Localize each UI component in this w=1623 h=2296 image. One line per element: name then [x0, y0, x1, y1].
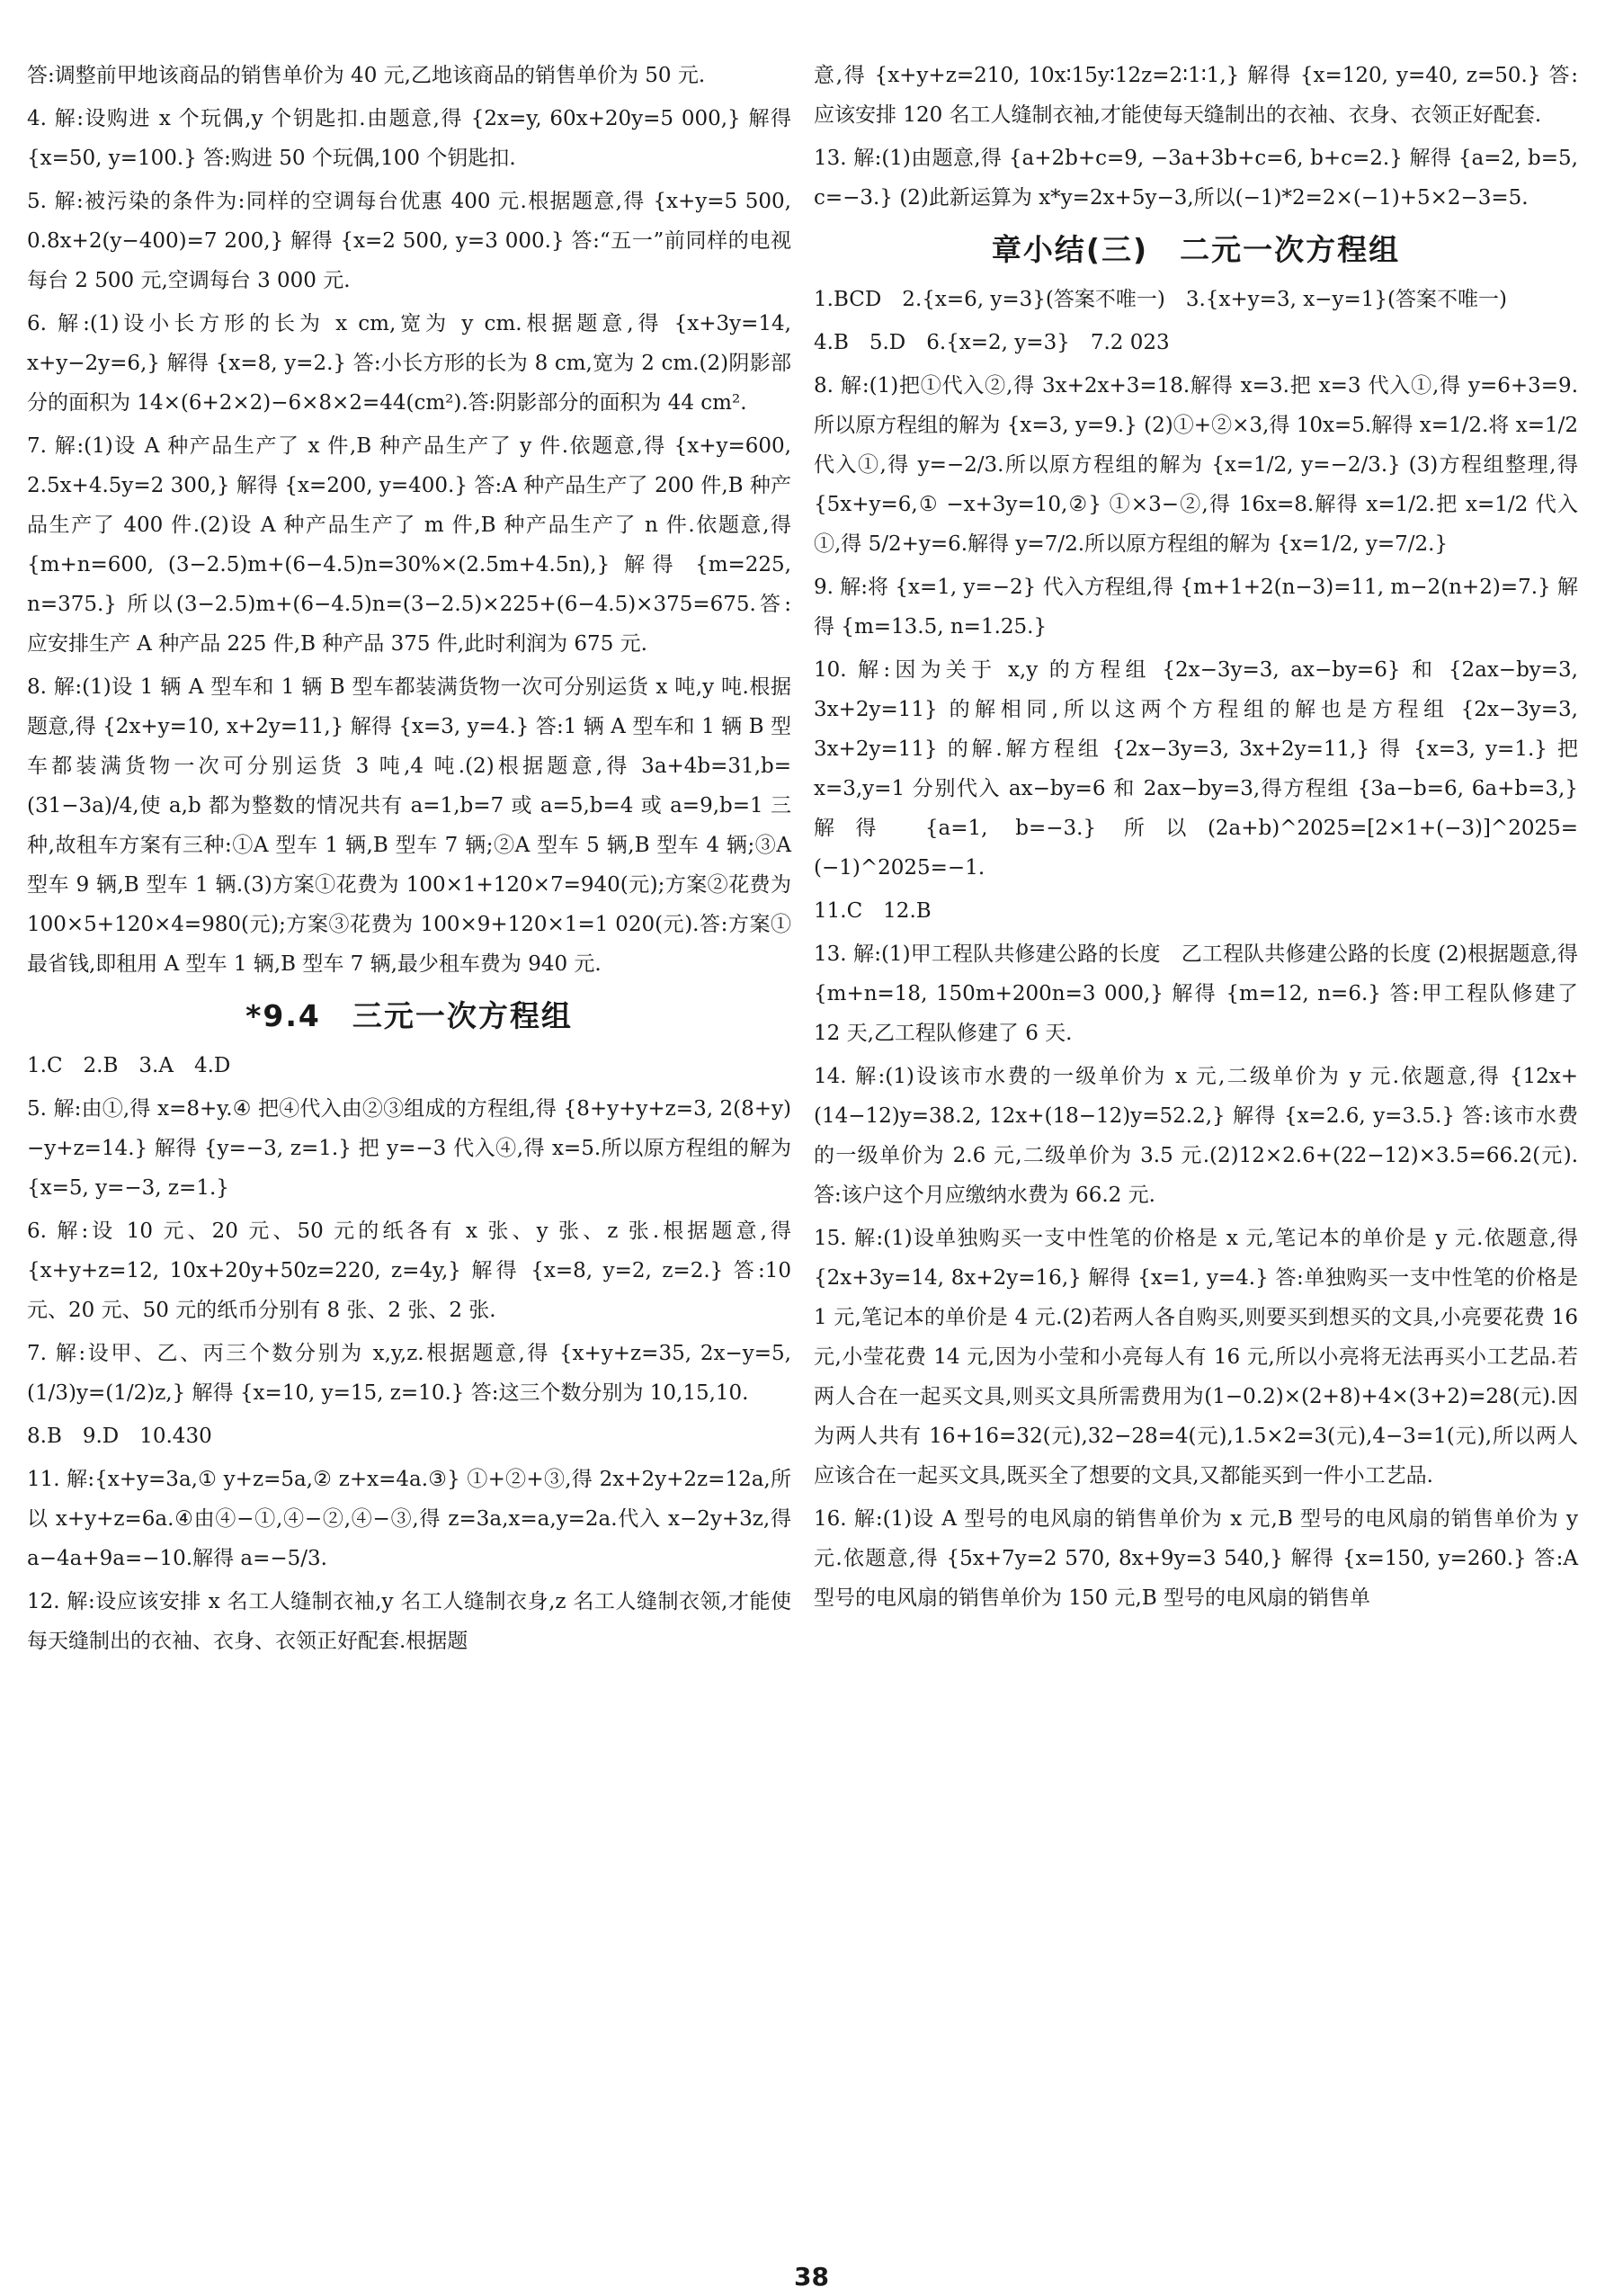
answer-item: 意,得 {x+y+z=210, 10x∶15y∶12z=2∶1∶1,} 解得 {x=120, y=40, z=50.} 答:应该安排 120 名工人缝制衣袖,才能使每天缝制出的衣袖、衣身、衣领正好配套. [814, 64, 1578, 127]
answer-item: 6. 解:设 10 元、20 元、50 元的纸各有 x 张、y 张、z 张.根据题意,得 {x+y+z=12, 10x+20y+50z=220, z=4y,} 解得 {x=8, y=2, z=2.} 答:10 元、20 元、50 元的纸币分别有 8 张、2 张、2 张. [27, 1219, 791, 1322]
answer-item: 4. 解:设购进 x 个玩偶,y 个钥匙扣.由题意,得 {2x=y, 60x+20y=5 000,} 解得 {x=50, y=100.} 答:购进 50 个玩偶,100 个钥匙扣. [27, 107, 791, 170]
answer-item: 6. 解:(1)设小长方形的长为 x cm,宽为 y cm.根据题意,得 {x+3y=14, x+y−2y=6,} 解得 {x=8, y=2.} 答:小长方形的长为 8 cm,宽为 2 cm.(2)阴影部分的面积为 14×(6+2×2)−6×8×2=44(cm²).答:阴影部分的面积为 44 cm². [27, 312, 791, 415]
answer-item: 8. 解:(1)把①代入②,得 3x+2x+3=18.解得 x=3.把 x=3 代入①,得 y=6+3=9.所以原方程组的解为 {x=3, y=9.} (2)①+②×3,得 10x=5.解得 x=1/2.将 x=1/2 代入①,得 y=−2/3.所以原方程组的解为 {x=1/2, y=−2/3.} (3)方程组整理,得 {5x+y=6,① −x+3y=10,②} ①×3−②,得 16x=8.解得 x=1/2.把 x=1/2 代入①,得 5/2+y=6.解得 y=7/2.所以原方程组的解为 {x=1/2, y=7/2.} [814, 374, 1578, 556]
answer-item: 5. 解:由①,得 x=8+y.④ 把④代入由②③组成的方程组,得 {8+y+y+z=3, 2(8+y)−y+z=14.} 解得 {y=−3, z=1.} 把 y=−3 代入④,得 x=5.所以原方程组的解为 {x=5, y=−3, z=1.} [27, 1097, 791, 1200]
answer-item: 1.BCD 2.{x=6, y=3}(答案不唯一) 3.{x+y=3, x−y=1}(答案不唯一) [814, 288, 1507, 311]
answer-item: 14. 解:(1)设该市水费的一级单价为 x 元,二级单价为 y 元.依题意,得 {12x+(14−12)y=38.2, 12x+(18−12)y=52.2,} 解得 {x=2.6, y=3.5.} 答:该市水费的一级单价为 2.6 元,二级单价为 3.5 元.(2)12×2.6+(22−12)×3.5=66.2(元).答:该户这个月应缴纳水费为 66.2 元. [814, 1065, 1578, 1207]
answer-item: 5. 解:被污染的条件为:同样的空调每台优惠 400 元.根据题意,得 {x+y=5 500, 0.8x+2(y−400)=7 200,} 解得 {x=2 500, y=3 000.} 答:“五一”前同样的电视每台 2 500 元,空调每台 3 000 元. [27, 190, 791, 292]
section-heading: *9.4 三元一次方程组 [245, 998, 573, 1033]
answer-item: 10. 解:因为关于 x,y 的方程组 {2x−3y=3, ax−by=6} 和 {2ax−by=3, 3x+2y=11} 的解相同,所以这两个方程组的解也是方程组 {2x−3y=3, 3x+2y=11} 的解.解方程组 {2x−3y=3, 3x+2y=11,} 得 {x=3, y=1.} 把 x=3,y=1 分别代入 ax−by=6 和 2ax−by=3,得方程组 {3a−b=6, 6a+b=3,} 解得 {a=1, b=−3.} 所以(2a+b)^2025=[2×1+(−3)]^2025=(−1)^2025=−1. [814, 658, 1578, 880]
answer-item: 答:调整前甲地该商品的销售单价为 40 元,乙地该商品的销售单价为 50 元. [27, 64, 706, 87]
answer-item: 8.B 9.D 10.430 [27, 1425, 212, 1448]
page-number: 38 [794, 2262, 829, 2292]
answer-item: 11.C 12.B [814, 899, 932, 923]
answer-item: 12. 解:设应该安排 x 名工人缝制衣袖,y 名工人缝制衣身,z 名工人缝制衣领,才能使每天缝制出的衣袖、衣身、衣领正好配套.根据题 [27, 1590, 791, 1653]
answer-item: 13. 解:(1)由题意,得 {a+2b+c=9, −3a+3b+c=6, b+c=2.} 解得 {a=2, b=5, c=−3.} (2)此新运算为 x*y=2x+5y−3,所以(−1)*2=2×(−1)+5×2−3=5. [814, 147, 1578, 210]
section-heading: 章小结(三) 二元一次方程组 [991, 232, 1401, 267]
answer-item: 7. 解:设甲、乙、丙三个数分别为 x,y,z.根据题意,得 {x+y+z=35, 2x−y=5, (1/3)y=(1/2)z,} 解得 {x=10, y=15, z=10.} 答:这三个数分别为 10,15,10. [27, 1342, 791, 1405]
answer-item: 13. 解:(1)甲工程队共修建公路的长度 乙工程队共修建公路的长度 (2)根据题意,得 {m+n=18, 150m+200n=3 000,} 解得 {m=12, n=6.} 答:甲工程队修建了 12 天,乙工程队修建了 6 天. [814, 943, 1578, 1045]
answer-item: 9. 解:将 {x=1, y=−2} 代入方程组,得 {m+1+2(n−3)=11, m−2(n+2)=7.} 解得 {m=13.5, n=1.25.} [814, 576, 1578, 639]
answer-item: 1.C 2.B 3.A 4.D [27, 1054, 231, 1077]
answer-item: 11. 解:{x+y=3a,① y+z=5a,② z+x=4a.③} ①+②+③,得 2x+2y+2z=12a,所以 x+y+z=6a.④由④−①,④−②,④−③,得 z=3a,x=a,y=2a.代入 x−2y+3z,得 a−4a+9a=−10.解得 a=−5/3. [27, 1468, 791, 1570]
answer-item: 8. 解:(1)设 1 辆 A 型车和 1 辆 B 型车都装满货物一次可分别运货 x 吨,y 吨.根据题意,得 {2x+y=10, x+2y=11,} 解得 {x=3, y=4.} 答:1 辆 A 型车和 1 辆 B 型车都装满货物一次可分别运货 3 吨,4 吨.(2)根据题意,得 3a+4b=31,b=(31−3a)/4,使 a,b 都为整数的情况共有 a=1,b=7 或 a=5,b=4 或 a=9,b=1 三种,故租车方案有三种:①A 型车 1 辆,B 型车 7 辆;②A 型车 5 辆,B 型车 4 辆;③A 型车 9 辆,B 型车 1 辆.(3)方案①花费为 100×1+120×7=940(元);方案②花费为 100×5+120×4=980(元);方案③花费为 100×9+120×1=1 020(元).答:方案①最省钱,即租用 A 型车 1 辆,B 型车 7 辆,最少租车费为 940 元. [27, 675, 791, 976]
answer-item: 7. 解:(1)设 A 种产品生产了 x 件,B 种产品生产了 y 件.依题意,得 {x+y=600, 2.5x+4.5y=2 300,} 解得 {x=200, y=400.} 答:A 种产品生产了 200 件,B 种产品生产了 400 件.(2)设 A 种产品生产了 m 件,B 种产品生产了 n 件.依题意,得 {m+n=600, (3−2.5)m+(6−4.5)n=30%×(2.5m+4.5n),} 解得 {m=225, n=375.} 所以(3−2.5)m+(6−4.5)n=(3−2.5)×225+(6−4.5)×375=675.答:应安排生产 A 种产品 225 件,B 种产品 375 件,此时利润为 675 元. [27, 434, 791, 656]
right-column [814, 56, 1578, 1621]
answer-item: 16. 解:(1)设 A 型号的电风扇的销售单价为 x 元,B 型号的电风扇的销售单价为 y 元.依题意,得 {5x+7y=2 570, 8x+9y=3 540,} 解得 {x=150, y=260.} 答:A 型号的电风扇的销售单价为 150 元,B 型号的电风扇的销售单 [814, 1507, 1578, 1610]
answer-item: 4.B 5.D 6.{x=2, y=3} 7.2 023 [814, 331, 1170, 354]
answer-item: 15. 解:(1)设单独购买一支中性笔的价格是 x 元,笔记本的单价是 y 元.依题意,得 {2x+3y=14, 8x+2y=16,} 解得 {x=1, y=4.} 答:单独购买一支中性笔的价格是 1 元,笔记本的单价是 4 元.(2)若两人各自购买,则要买到想买的文具,小亮要花费 16 元,小莹花费 14 元,因为小莹和小亮每人有 16 元,所以小亮将无法再买小工艺品.若两人合在一起买文具,则买文具所需费用为(1−0.2)×(2+8)+4×(3+2)=28(元).因为两人共有 16+16=32(元),32−28=4(元),1.5×2=3(元),4−3=1(元),所以两人应该合在一起买文具,既买全了想要的文具,又都能买到一件小工艺品. [814, 1227, 1578, 1487]
left-column [27, 56, 791, 1665]
